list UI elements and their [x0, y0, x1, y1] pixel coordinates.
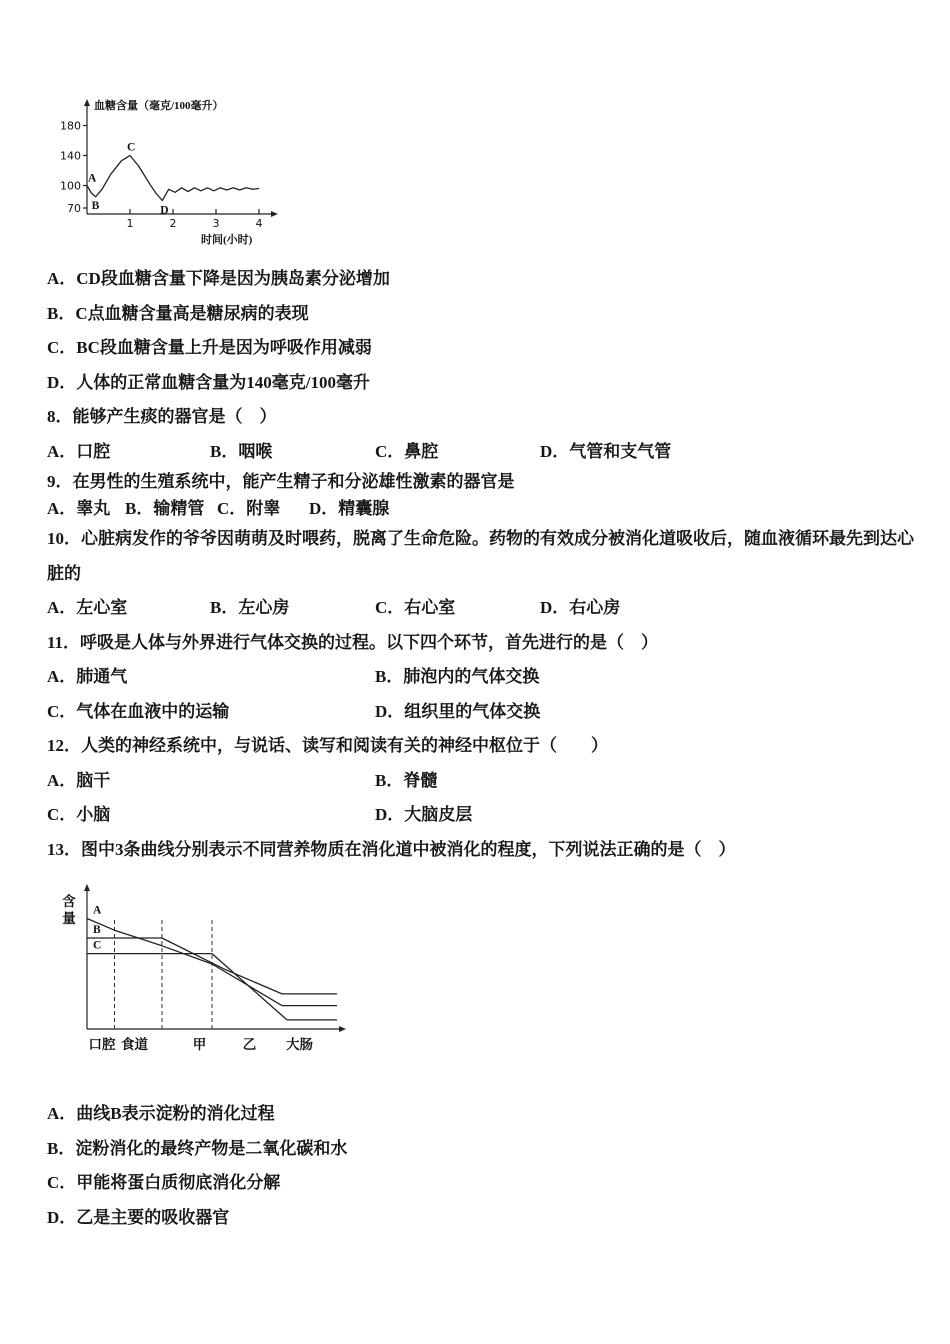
question-9-options — [47, 496, 910, 523]
svg-text:100: 100 — [60, 179, 81, 193]
question-7-option-c: C．BC段血糖含量上升是因为呼吸作用减弱 — [47, 338, 372, 357]
svg-text:4: 4 — [255, 217, 263, 230]
svg-text:3: 3 — [212, 217, 220, 230]
question-13-option-b: B．淀粉消化的最终产物是二氧化碳和水 — [47, 1138, 348, 1158]
question-11-option-a: A．肺通气 — [47, 667, 128, 686]
question-12-text: 12．人类的神经系统中，与说话、读写和阅读有关的神经中枢位于（ ） — [47, 736, 608, 755]
svg-text:D: D — [160, 204, 169, 217]
question-12-option-c: C．小脑 — [47, 805, 111, 824]
question-13-option-c: C．甲能将蛋白质彻底消化分解 — [47, 1173, 281, 1192]
svg-text:甲: 甲 — [192, 1037, 207, 1052]
svg-text:180: 180 — [60, 119, 81, 133]
question-11-options-row2 — [47, 695, 910, 730]
question-12-options-row2 — [47, 798, 910, 833]
question-10-text-line1: 10．心脏病发作的爷爷因萌萌及时喂药，脱离了生命危险。药物的有效成分被消化道吸收后，随血液循环最先到达心 — [47, 529, 914, 548]
question-13-text: 13．图中3条曲线分别表示不同营养物质在消化道中被消化的程度，下列说法正确的是（ ） — [47, 839, 736, 859]
question-10-option-b: B．左心房 — [210, 598, 290, 617]
question-7-option-a: A．CD段血糖含量下降是因为胰岛素分泌增加 — [47, 269, 390, 288]
svg-text:大肠: 大肠 — [286, 1037, 313, 1052]
question-11-option-d: D．组织里的气体交换 — [375, 701, 541, 721]
question-10-text-line2: 脏的 — [47, 563, 81, 583]
svg-text:食道: 食道 — [121, 1037, 148, 1052]
svg-text:B: B — [93, 924, 101, 936]
svg-text:2: 2 — [169, 217, 177, 230]
question-12-option-a: A．脑干 — [47, 770, 111, 790]
question-9-option-d: D．精囊腺 — [309, 498, 390, 518]
svg-text:时间(小时): 时间(小时) — [201, 234, 253, 246]
svg-text:口腔: 口腔 — [88, 1037, 116, 1052]
question-8-option-d: D．气管和支气管 — [540, 441, 672, 461]
question-10-option-d: D．右心房 — [540, 598, 621, 617]
question-10-options — [47, 591, 910, 626]
question-10-option-a: A．左心室 — [47, 598, 128, 617]
svg-text:1: 1 — [126, 217, 134, 230]
svg-text:C: C — [127, 141, 136, 154]
svg-text:B: B — [91, 199, 100, 212]
svg-text:A: A — [93, 904, 102, 917]
question-9-option-a: A．睾丸 — [47, 498, 111, 518]
question-12-options-row1 — [47, 764, 910, 799]
svg-text:血糖含量（毫克/100毫升）: 血糖含量（毫克/100毫升） — [94, 100, 224, 112]
question-7-block — [47, 96, 910, 400]
question-11-options-row1 — [47, 660, 910, 695]
question-13-option-a: A．曲线B表示淀粉的消化过程 — [47, 1104, 275, 1123]
question-11-option-b: B．肺泡内的气体交换 — [375, 667, 540, 686]
question-9-option-b: B．输精管 — [125, 498, 205, 518]
question-12-option-b: B．脊髓 — [375, 770, 438, 790]
svg-text:乙: 乙 — [242, 1037, 257, 1052]
question-7-option-b: B．C点血糖含量高是糖尿病的表现 — [47, 303, 309, 323]
question-13-option-d: D．乙是主要的吸收器官 — [47, 1207, 230, 1227]
svg-text:140: 140 — [60, 149, 81, 163]
question-8-option-b: B．咽喉 — [210, 441, 273, 461]
question-12-option-d: D．大脑皮层 — [375, 805, 473, 824]
blood-sugar-chart — [53, 96, 293, 248]
question-8-text: 8．能够产生痰的器官是（ ） — [47, 407, 277, 426]
digestion-chart — [49, 879, 359, 1071]
question-7-option-d: D．人体的正常血糖含量为140毫克/100毫升 — [47, 372, 370, 392]
question-8-options — [47, 435, 910, 470]
question-10-option-c: C．右心室 — [375, 598, 456, 617]
question-8-option-c: C．鼻腔 — [375, 441, 439, 461]
question-11-option-c: C．气体在血液中的运输 — [47, 701, 230, 721]
question-9-option-c: C．附睾 — [217, 498, 281, 518]
question-8-option-a: A．口腔 — [47, 441, 111, 461]
question-9-text: 9．在男性的生殖系统中，能产生精子和分泌雄性激素的器官是 — [47, 472, 515, 491]
svg-text:含: 含 — [62, 894, 76, 909]
svg-text:量: 量 — [62, 911, 76, 926]
svg-text:A: A — [88, 172, 97, 185]
svg-text:C: C — [93, 939, 102, 952]
question-11-text: 11．呼吸是人体与外界进行气体交换的过程。以下四个环节，首先进行的是（ ） — [47, 632, 659, 652]
svg-text:70: 70 — [67, 202, 81, 215]
